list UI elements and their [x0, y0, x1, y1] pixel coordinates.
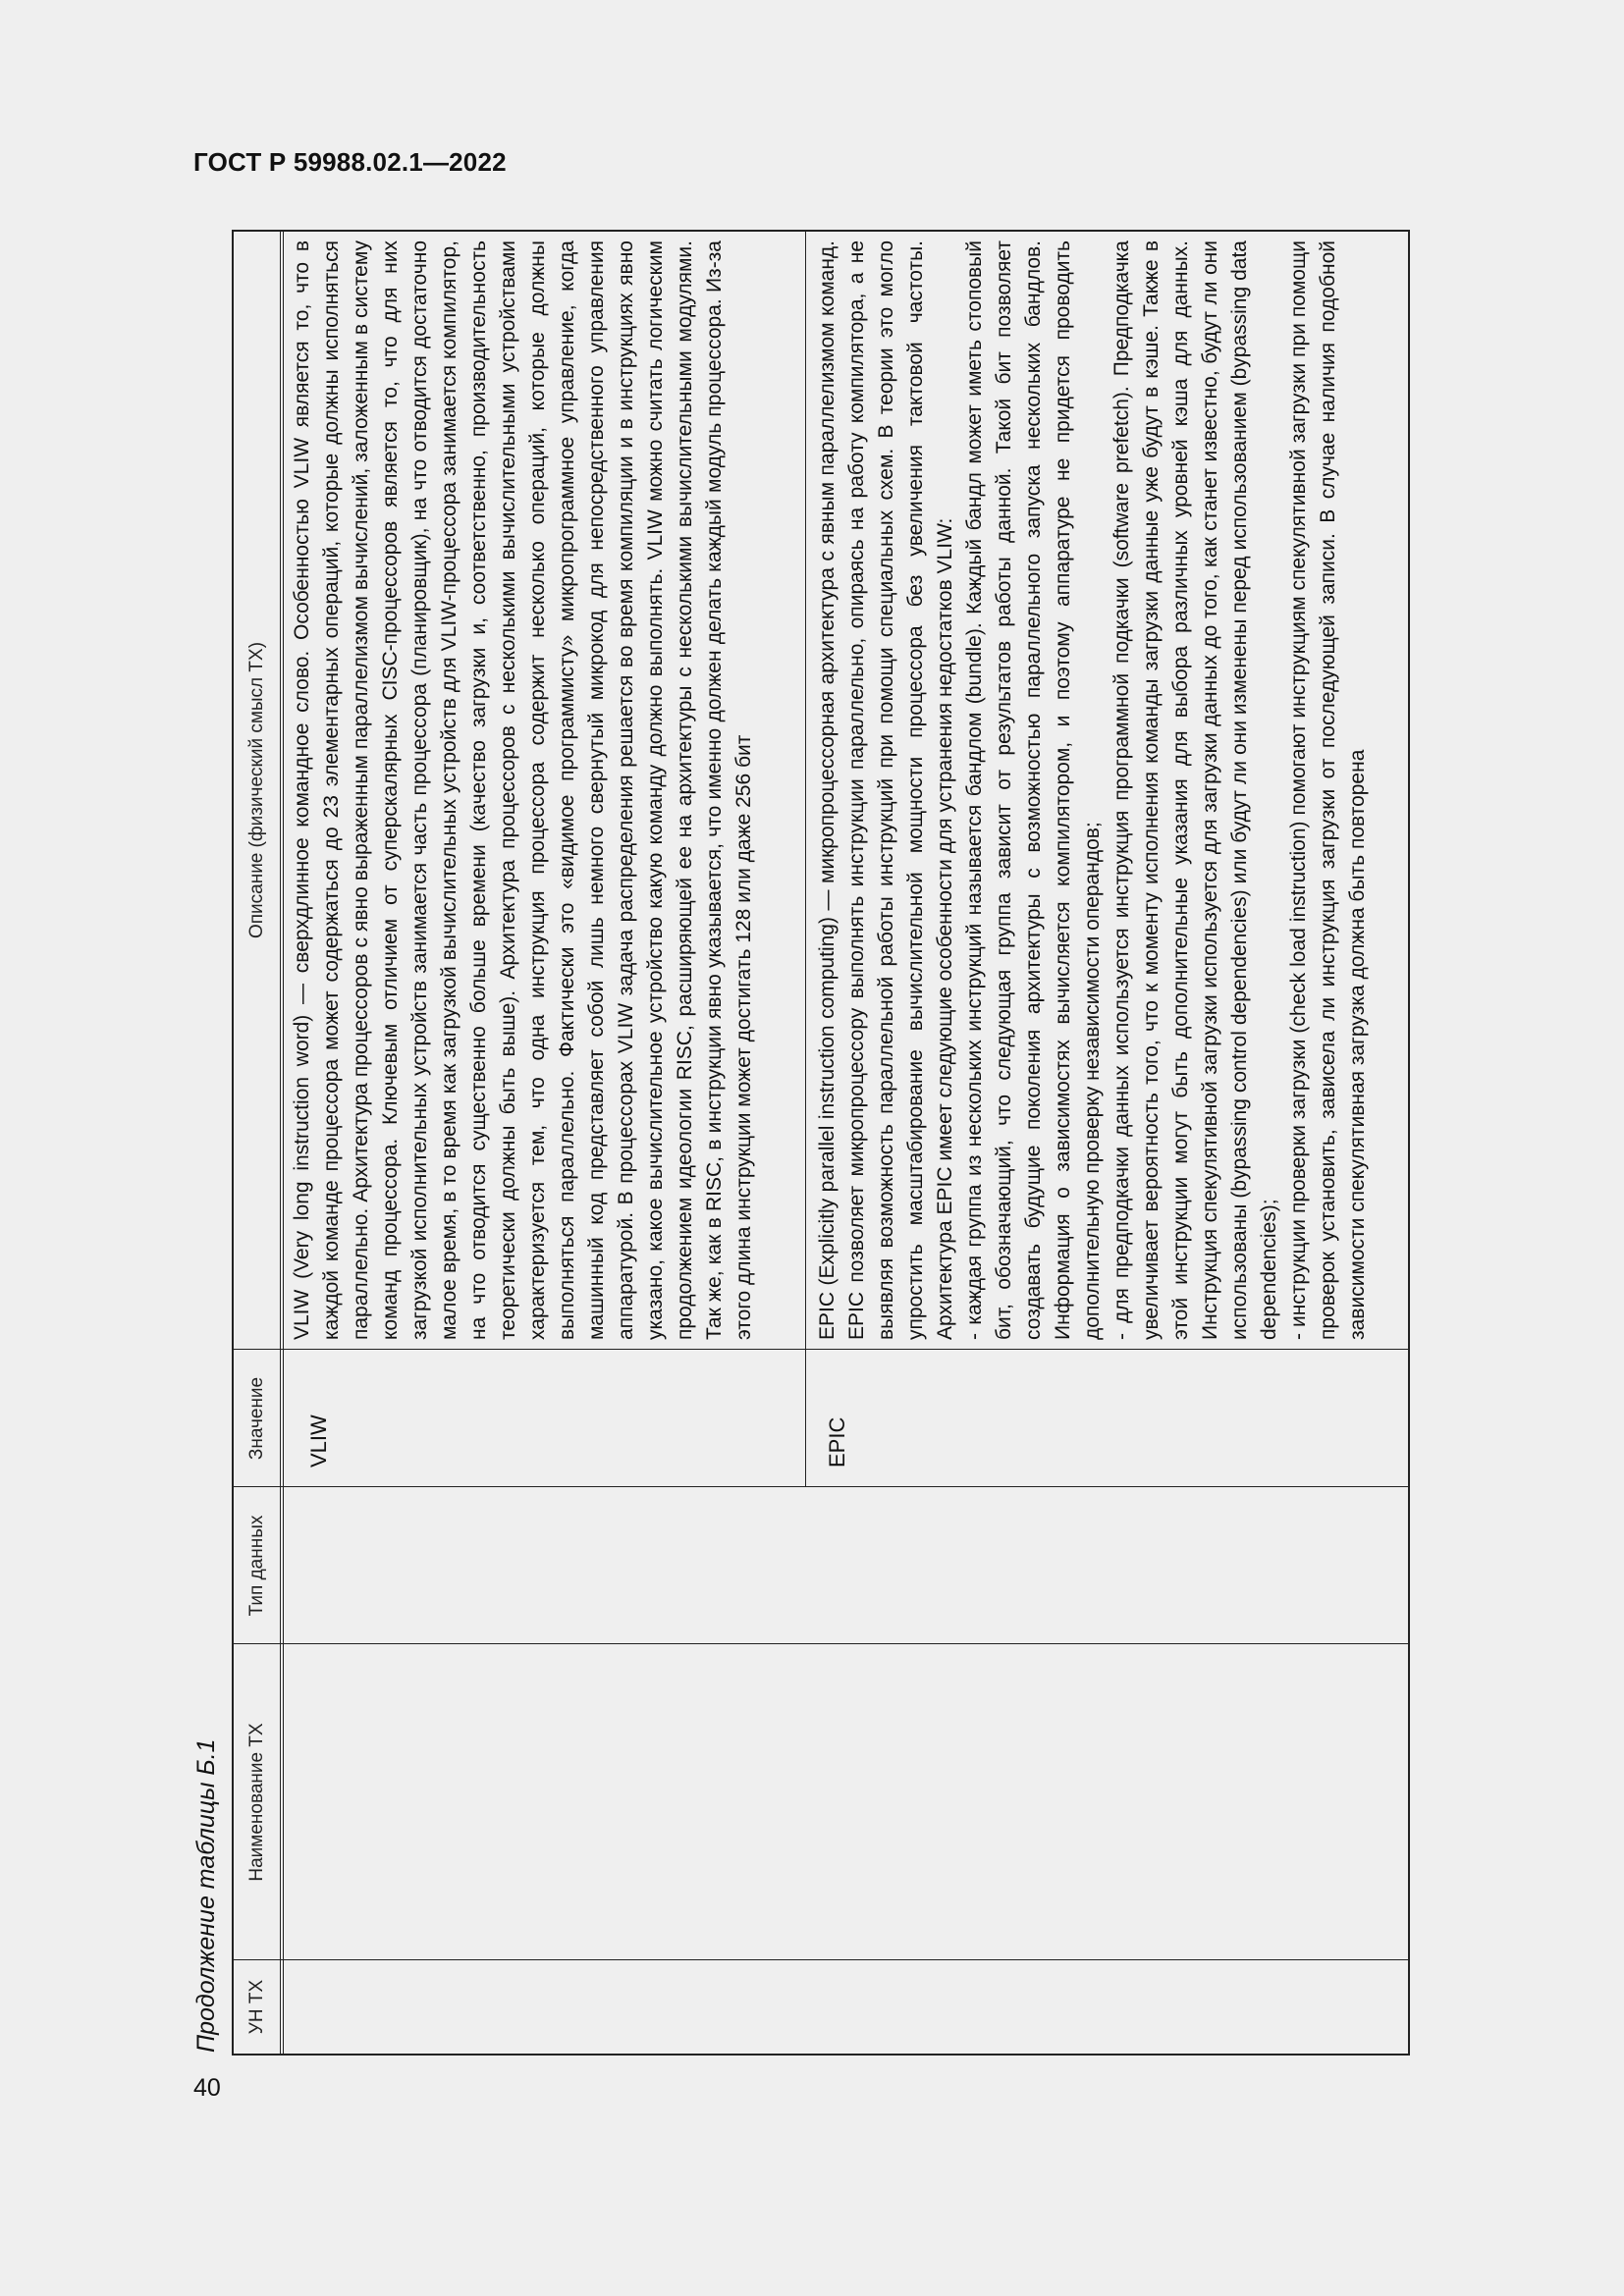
column-divider: [234, 1349, 1408, 1350]
header-separator: [280, 232, 284, 2054]
table-caption: Продолжение таблицы Б.1: [192, 1738, 220, 2053]
column-header-name-tx: Наименование ТХ: [246, 1723, 267, 1882]
table-cell-description: [813, 240, 1402, 1340]
column-divider: [234, 1486, 1408, 1487]
column-header-un-tx: УН ТХ: [246, 1979, 267, 2035]
column-header-value: Значение: [246, 1376, 267, 1461]
description-paragraph: - для предподкачки данных используется инструкция программной подкачки (software prefetch). Предподкачка увеличивает вероятность того, что к моменту исполнения команды загрузки данные уже будут в кэше. Также в этой инструкции могут быть дополнительные указания для выбора различных уровней кэша для данных. Инструкция спекулятивной загрузки используется для загрузки данных до того, как станет известно, будут ли они использованы (bypassing control dependencies) или будут ли они изменены перед использованием (bypassing data dependencies);: [1110, 240, 1280, 1340]
page-number: 40: [193, 2074, 221, 2102]
description-paragraph: EPIC (Explicitly parallel instruction computing) — микропроцессорная архитектура с явным параллелизмом команд. EPIC позволяет микропроцессору выполнять инструкции параллельно, опираясь на работу компилятора, а не выявляя возможность параллельной работы инструкций при помощи специальных схем. В теории это могло упростить масштабирование вычислительной мощности процессора без увеличения тактовой частоты. Архитектура EPIC имеет следующие особенности для устранения недостатков VLIW:: [816, 240, 956, 1340]
description-paragraph: - каждая группа из нескольких инструкций называется бандлом (bundle). Каждый бандл может иметь стоповый бит, обозначающий, что следующая группа зависит от результатов работы данной. Такой бит позволяет создавать будущие поколения архитектуры с возможностью параллельного запуска нескольких бандлов. Информация о зависимостях вычисляется компилятором, и поэтому аппаратуре не придется проводить дополнительную проверку независимости операндов;: [963, 240, 1104, 1340]
column-header-data-type: Тип данных: [246, 1515, 267, 1617]
document-code-header: ГОСТ Р 59988.02.1—2022: [193, 147, 507, 177]
column-divider: [234, 1643, 1408, 1644]
description-paragraph: - инструкции проверки загрузки (check load instruction) помогают инструкциям спекулятивной загрузки при помощи проверок установить, зависела ли инструкция загрузки от последующей записи. В случае наличия подобной зависимости спекулятивная загрузка должна быть повторена: [1287, 240, 1369, 1340]
table-cell-description: VLIW (Very long instruction word) — сверхдлинное командное слово. Особенностью VLIW является то, что в каждой команде процессора может содержаться до 23 элементарных операций, которые должны исполняться параллельно. Архитектура процессоров с явно выраженным параллелизмом вычислений, заложенным в систему команд процессора. Ключевым отличием от суперскалярных CISC-процессоров является то, что для них загрузкой исполнительных устройств занимается часть процессора (планировщик), на что отводится достаточно малое время, в то время как загрузкой вычислительных устройств для VLIW-процессора занимается компилятор, на что отводится существенно больше времени (качество загрузки и, соответственно, производительность теоретически должны быть выше). Архитектура процессоров с несколькими вычислительными устройствами характеризуется тем, что одна инструкция процессора содержит несколько операций, которые должны выполняться параллельно. Фактически это «видимое программисту» микропрограммное управление, когда машинный код представляет собой лишь немного свернутый микрокод для непосредственного управления аппаратурой. В процессорах VLIW задача распределения решается во время компиляции и в инструкциях явно указано, какое вычислительное устройство какую команду должно выполнять. VLIW можно считать логическим продолжением идеологии RISC, расширяющей ее на архитектуры с несколькими вычислительными модулями. Так же, как в RISC, в инструкции явно указывается, что именно должен делать каждый модуль процессора. Из-за этого длина инструкции может достигать 128 или даже 256 бит: [291, 240, 755, 1340]
specification-table: [232, 230, 1410, 2056]
table-cell-value: VLIW: [306, 1415, 331, 1468]
row-divider: [805, 232, 806, 1487]
column-header-description: Описание (физический смысл ТХ): [246, 641, 267, 939]
table-cell-value: EPIC: [825, 1416, 849, 1468]
column-divider: [234, 1959, 1408, 1960]
